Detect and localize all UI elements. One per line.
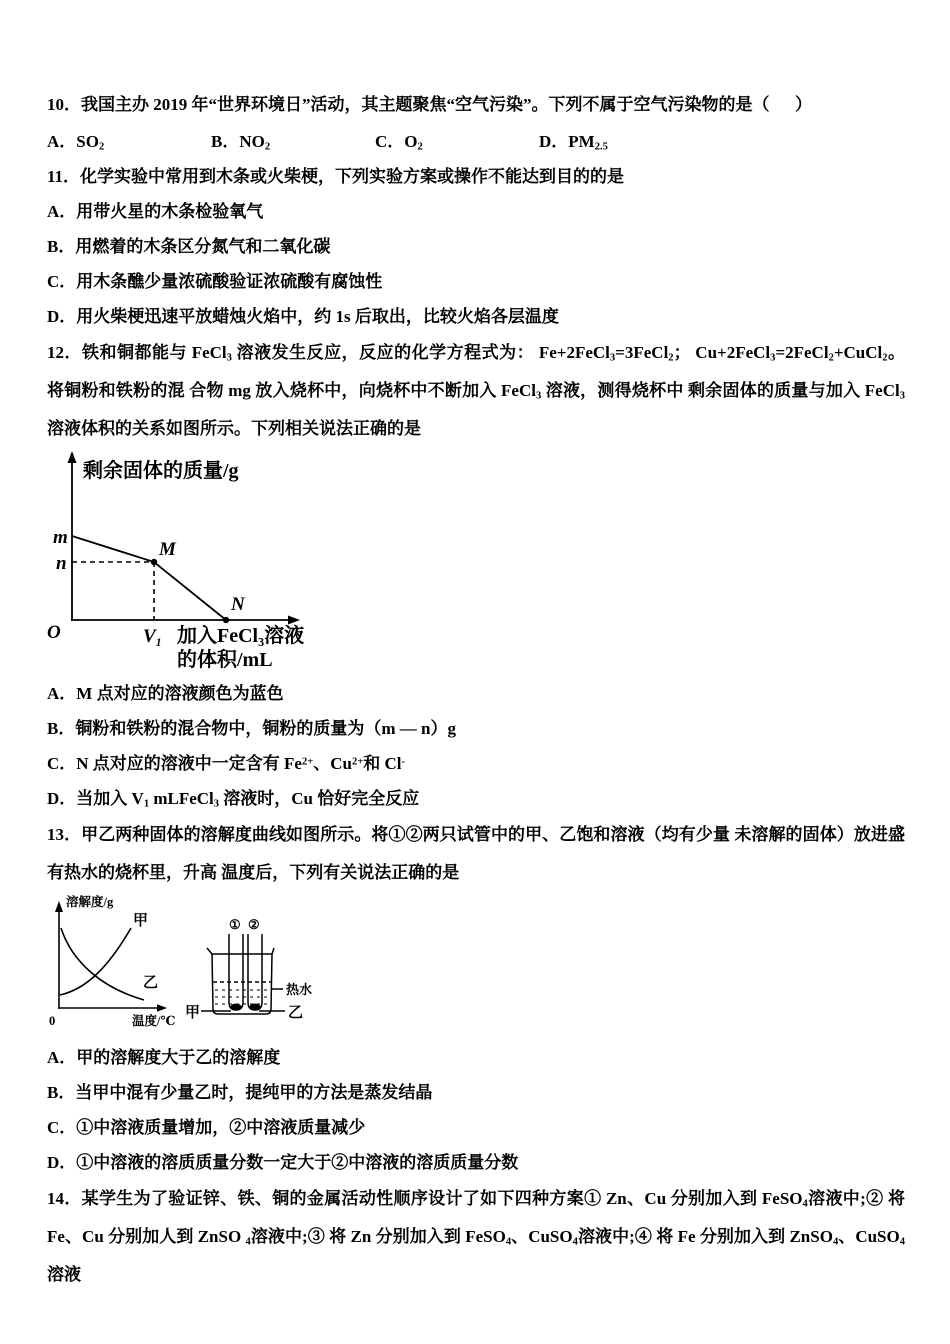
data-line [72,536,226,620]
question-13-option-c: C．①中溶液质量增加，②中溶液质量减少 [47,1118,366,1137]
question-11-option-c: C．用木条醮少量浓硫酸验证浓硫酸有腐蚀性 [47,272,383,291]
question-12 [47,334,905,816]
question-14 [47,1180,905,1294]
q12-figure [41,450,905,676]
fig12-ylabel: 剩余固体的质量/g [83,460,239,482]
test-tube-1 [229,934,243,1010]
fig12-mark-n: n [56,553,67,574]
question-13-option-a: A．甲的溶解度大于乙的溶解度 [47,1048,281,1067]
fig12-origin-label: O [47,622,61,643]
fig12-point-M-label: M [159,539,176,560]
solubility-x-arrow-icon [157,1004,167,1012]
question-10 [47,86,905,159]
y-axis-arrow-icon [68,451,77,463]
fig12-mark-v1: V₁ [143,626,163,647]
point-N-dot [223,617,229,623]
x-axis-arrow-icon [288,616,300,625]
question-10-option-d: D．$PM_{2.5}$ [539,132,608,153]
question-10-option-b: B．$NO_2$ [211,132,271,153]
question-12-stem: 12．铁和铜都能与 FeCl$_3$ 溶液发生反应，反应的化学方程式为： Fe+2FeCl$_3$=3FeCl$_2$； Cu+2FeCl$_3$=2FeCl$_2$+CuCl$_2$。将铜粉和铁粉的混 合物 mg 放入烧杯中，向烧杯中不断加入 FeCl$_3$ 溶液，测得烧杯中 剩余固体的质量与加入 FeCl$_3$ 溶液体积的关系如图所示。下列相关说法正确的是 [47,343,906,438]
question-12-option-d: D．当加入 $V_1$ mLFeCl$_3$ 溶液时，Cu 恰好完全反应 [47,789,420,810]
fig13-curve-yi-label: 乙 [143,975,159,991]
curve-yi [61,928,144,1000]
fig12-point-N-label: N [231,594,245,615]
fig13-curve-jia-label: 甲 [133,913,149,929]
fig13-tube1-label: ① [229,917,241,932]
question-13-option-b: B．当甲中混有少量乙时，提纯甲的方法是蒸发结晶 [47,1083,433,1102]
question-10-option-a: A．$SO_2$ [47,132,105,153]
question-11 [47,159,905,334]
question-10-stem: 10．我国主办 2019 年“世界环境日”活动，其主题聚焦“空气污染”。下列不属于空气污染物的是（ ） [47,95,812,114]
fig13-ylabel: 溶解度/g [66,895,114,909]
fig13-solid-yi-label: 乙 [288,1005,304,1021]
question-13-option-d: D．①中溶液的溶质质量分数一定大于②中溶液的溶质质量分数 [47,1153,519,1172]
remaining-solid-mass-chart [41,450,341,674]
question-14-stem: 14．某学生为了验证锌、铁、铜的金属活动性顺序设计了如下四种方案① Zn、Cu 分别加入到 FeSO$_4$溶液中;② 将 Fe、Cu 分别加人到 ZnSO $_4$溶液中;③ 将 Zn 分别加入到 FeSO$_4$、CuSO$_4$溶液中;④ 将 Fe 分别加入到 ZnSO$_4$、CuSO$_4$溶液 [47,1189,906,1284]
solid-jia-blob [231,1004,242,1011]
question-10-option-c: C．$O_2$ [375,132,423,153]
question-12-option-c: C．N 点对应的溶液中一定含有 $Fe^{2+}$、$Cu^{2+}$和 Cl- [47,754,406,773]
question-13-stem: 13．甲乙两种固体的溶解度曲线如图所示。将①②两只试管中的甲、乙饱和溶液（均有少量 未溶解的固体）放进盛有热水的烧杯里，升高 温度后，下列有关说法正确的是 [47,825,905,882]
question-12-option-b: B．铜粉和铁粉的混合物中，铜粉的质量为（m — n）g [47,719,456,738]
question-11-option-a: A．用带火星的木条检验氧气 [47,202,264,221]
fig13-tube2-label: ② [248,917,260,932]
test-tube-2 [248,934,262,1010]
question-11-option-d: D．用火柴梗迅速平放蜡烛火焰中，约 1s 后取出，比较火焰各层温度 [47,307,559,326]
fig13-xlabel: 温度/℃ [132,1014,176,1028]
fig12-mark-m: m [53,527,68,548]
q13-figure [45,892,905,1040]
solid-yi-blob [250,1004,261,1011]
question-10-options [47,124,905,159]
solubility-curve-and-beaker-diagram [45,892,355,1040]
question-11-option-b: B．用燃着的木条区分氮气和二氧化碳 [47,237,331,256]
fig12-xlabel-line2: 的体积/mL [177,649,273,671]
fig13-hot-water-label: 热水 [286,982,313,997]
question-11-stem: 11．化学实验中常用到木条或火柴梗，下列实验方案或操作不能达到目的的是 [47,167,625,186]
solubility-y-arrow-icon [55,901,63,912]
fig13-solid-jia-label: 甲 [185,1005,201,1021]
point-M-dot [151,559,157,565]
curve-jia [60,928,131,995]
fig13-origin-label: 0 [49,1014,56,1028]
fig12-xlabel-line1: 加入FeCl₃溶液 [177,625,305,647]
beaker-rim [207,948,274,954]
question-12-option-a: A．M 点对应的溶液颜色为蓝色 [47,684,284,703]
question-13 [47,816,905,1180]
